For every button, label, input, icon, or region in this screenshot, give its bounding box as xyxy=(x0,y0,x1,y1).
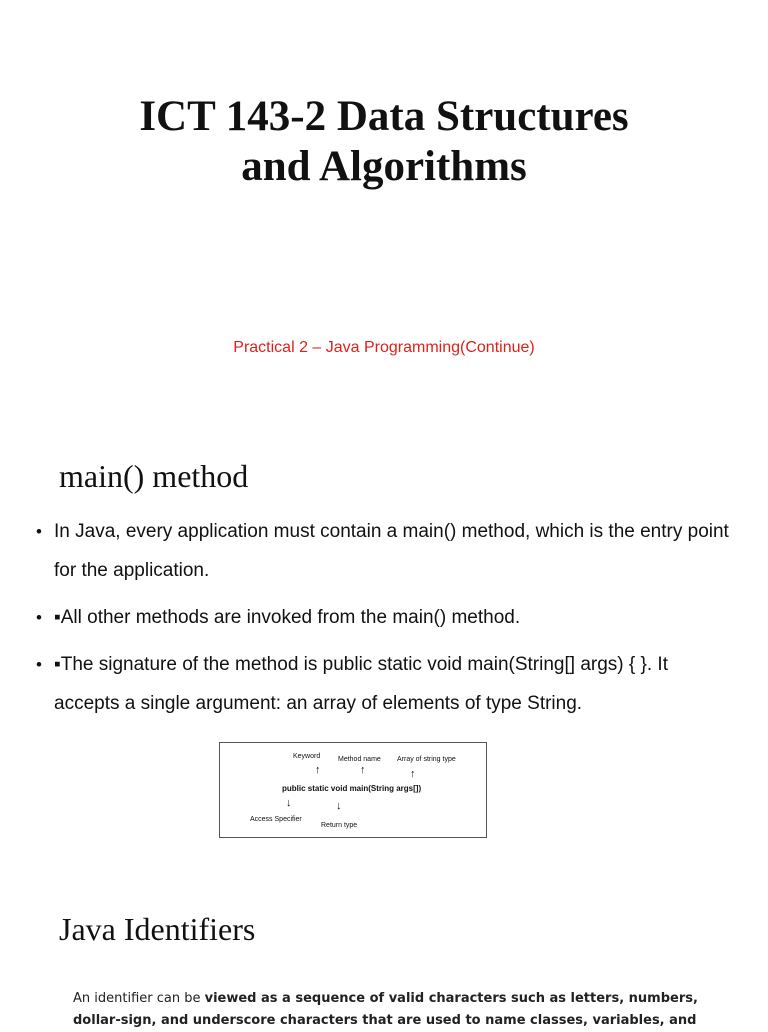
bullet-item xyxy=(36,645,736,723)
method-name-label: Method name xyxy=(338,756,381,763)
main-signature-text: public static void main(String args[]) xyxy=(282,784,422,793)
main-method-heading: main() method xyxy=(59,458,249,494)
bullet-dot: • xyxy=(36,655,42,674)
bullet-dot: • xyxy=(36,608,42,627)
slide-subtitle: Practical 2 – Java Programming(Continue) xyxy=(233,339,535,356)
identifier-intro-bold: viewed as a sequence of valid characters such as letters, numbers, dollar-sign, and underscore characters that are used to name classes, variables, and xyxy=(73,991,698,1028)
bullet-item xyxy=(36,512,736,590)
slide-title xyxy=(0,92,768,192)
keyword-label: Keyword xyxy=(293,753,321,760)
bullet-dot: • xyxy=(36,522,42,541)
identifier-definition xyxy=(73,988,713,1032)
return-type-label: Return type xyxy=(321,822,358,829)
slide-title-line-2: and Algorithms xyxy=(241,143,527,190)
bullet-item xyxy=(36,598,736,637)
java-identifiers-heading: Java Identifiers xyxy=(59,911,256,947)
bullet-text: In Java, every application must contain a main() method, which is the entry point for the application. xyxy=(54,521,729,581)
identifier-intro-plain: An identifier can be xyxy=(73,991,205,1006)
bullet-text: ▪All other methods are invoked from the main() method. xyxy=(54,607,521,628)
arrow-down-access-icon: ↓ xyxy=(286,797,292,809)
array-type-label: Array of string type xyxy=(397,756,456,763)
bullet-text: ▪The signature of the method is public static void main(String[] args) { }. It accepts a single argument: an array of elements of type String. xyxy=(54,654,668,714)
main-method-bullet-list xyxy=(36,512,736,731)
access-specifier-label: Access Specifier xyxy=(250,816,302,823)
arrow-down-return-icon: ↓ xyxy=(336,800,342,812)
arrow-up-method-icon: ↑ xyxy=(360,764,366,776)
arrow-up-array-icon: ↑ xyxy=(410,768,416,780)
arrow-up-keyword-icon: ↑ xyxy=(315,764,321,776)
main-signature-diagram xyxy=(219,742,487,838)
slide-title-line-1: ICT 143-2 Data Structures xyxy=(139,93,629,140)
